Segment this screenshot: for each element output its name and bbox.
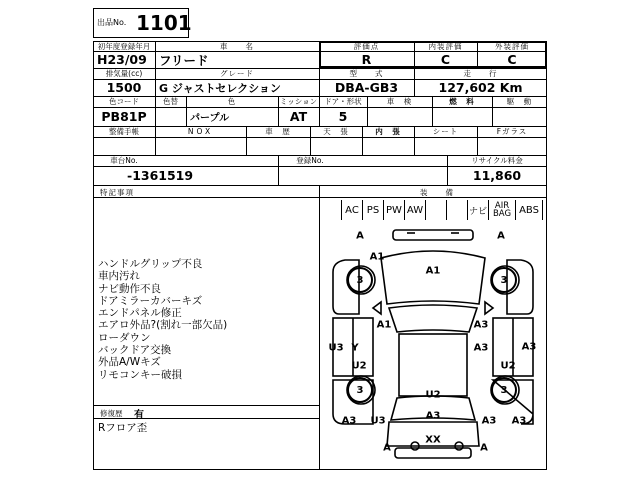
header-registration-number: 登録No. bbox=[296, 156, 324, 165]
header-interior-grade: 内装評価 bbox=[428, 41, 463, 51]
tire-tread-rear-left: 3 bbox=[347, 377, 373, 403]
damage-mark: A bbox=[480, 442, 488, 454]
header-windshield: Fガラス bbox=[496, 127, 528, 136]
first-registration: H23/09 bbox=[97, 52, 147, 67]
note-line: リモコンキー破損 bbox=[98, 368, 182, 381]
header-inner-lining: 内 張 bbox=[375, 127, 401, 136]
header-car-history: 車 歴 bbox=[265, 127, 291, 136]
header-nox: NOX bbox=[187, 127, 214, 136]
damage-mark: A3 bbox=[425, 410, 441, 422]
header-first-registration: 初年度登録年月 bbox=[97, 41, 151, 51]
note-line: ナビ動作不良 bbox=[98, 282, 161, 295]
exterior-grade: C bbox=[507, 52, 517, 67]
header-chassis-number: 車台No. bbox=[110, 156, 138, 165]
header-mileage: 走 行 bbox=[463, 69, 498, 78]
header-maintenance-book: 整備手帳 bbox=[109, 127, 139, 136]
damage-mark: A3 bbox=[511, 415, 527, 427]
damage-mark: A3 bbox=[481, 415, 497, 427]
doors: 5 bbox=[338, 109, 348, 124]
note-line: ローダウン bbox=[98, 331, 151, 344]
repair-detail: Rフロア歪 bbox=[98, 422, 148, 434]
damage-mark: A bbox=[497, 230, 505, 242]
equipment-pw: PW bbox=[383, 200, 404, 220]
note-line: バックドア交換 bbox=[98, 344, 172, 357]
note-line: 外品A/Wキズ bbox=[98, 356, 161, 369]
tire-tread-front-right: 3 bbox=[491, 267, 517, 293]
note-line: ハンドルグリップ不良 bbox=[98, 258, 203, 270]
damage-mark: Y bbox=[351, 342, 359, 354]
note-line: エアロ外品?(割れ一部欠品) bbox=[98, 319, 228, 332]
equipment-ac: AC bbox=[341, 200, 362, 220]
damage-mark: U3 bbox=[328, 342, 344, 354]
lot-number-label: 出品No. bbox=[97, 18, 127, 27]
mission: AT bbox=[289, 109, 308, 124]
header-grade: グレード bbox=[220, 69, 254, 78]
car-name: フリード bbox=[159, 52, 209, 68]
note-line: エンドパネル修正 bbox=[98, 307, 182, 320]
note-line: ドアミラーカバーキズ bbox=[98, 294, 203, 307]
header-displacement: 排気量(cc) bbox=[105, 69, 143, 78]
damage-mark: A3 bbox=[473, 342, 489, 354]
damage-mark: A1 bbox=[376, 319, 392, 331]
header-inspection: 車 検 bbox=[386, 97, 413, 106]
damage-mark: XX bbox=[425, 434, 441, 446]
mileage: 127,602 Km bbox=[438, 80, 523, 95]
color-code: PB81P bbox=[101, 109, 147, 124]
header-drive: 駆 動 bbox=[506, 97, 533, 106]
header-score: 評価点 bbox=[353, 41, 380, 51]
damage-mark: U2 bbox=[351, 360, 367, 372]
repair-history-label: 修復歴 bbox=[100, 409, 123, 418]
damage-mark: A3 bbox=[521, 341, 537, 353]
header-seat: シート bbox=[432, 127, 459, 136]
chassis-number: -1361519 bbox=[127, 168, 194, 183]
damage-mark: A bbox=[383, 442, 391, 454]
equipment-ps: PS bbox=[362, 200, 383, 220]
header-doors: ドア・形状 bbox=[324, 97, 362, 106]
header-car-name: 車 名 bbox=[220, 41, 254, 51]
recycle-fee: 11,860 bbox=[472, 168, 522, 183]
equipment-abs: ABS bbox=[515, 200, 543, 220]
damage-mark: U3 bbox=[370, 415, 386, 427]
damage-mark: A1 bbox=[425, 265, 441, 277]
damage-mark: A3 bbox=[473, 319, 489, 331]
notes-list bbox=[98, 258, 227, 381]
header-headliner: 天 張 bbox=[323, 127, 349, 136]
repair-history-value: 有 bbox=[134, 410, 144, 421]
notes-title: 特記事項 bbox=[100, 188, 134, 197]
score: R bbox=[361, 52, 372, 67]
displacement: 1500 bbox=[106, 80, 142, 95]
tire-tread-front-left: 3 bbox=[347, 267, 373, 293]
damage-mark: U2 bbox=[500, 360, 516, 372]
grade: G ジャストセレクション bbox=[159, 81, 281, 95]
color: パープル bbox=[190, 113, 230, 124]
damage-mark: A3 bbox=[341, 415, 357, 427]
header-mission: ミッション bbox=[279, 97, 318, 106]
header-color-change: 色替 bbox=[163, 97, 178, 106]
equipment-navi: ナビ bbox=[467, 200, 488, 220]
note-line: 車内汚れ bbox=[98, 270, 140, 283]
header-exterior-grade: 外装評価 bbox=[495, 41, 529, 51]
equipment-title: 装 備 bbox=[420, 188, 454, 197]
header-color: 色 bbox=[227, 97, 237, 106]
equipment-aw: AW bbox=[404, 200, 425, 220]
damage-mark: A bbox=[356, 230, 364, 242]
damage-mark: U2 bbox=[425, 389, 441, 401]
lot-number: 1101 bbox=[136, 11, 192, 35]
tire-tread-rear-right: 3 bbox=[491, 377, 517, 403]
interior-grade: C bbox=[440, 52, 451, 67]
damage-mark: A1 bbox=[369, 251, 385, 263]
equipment-blank-1 bbox=[425, 200, 446, 220]
header-model: 型 式 bbox=[349, 69, 384, 78]
model-code: DBA-GB3 bbox=[334, 80, 399, 95]
header-color-code: 色コード bbox=[109, 97, 139, 106]
header-fuel: 燃 料 bbox=[449, 97, 475, 106]
header-recycle-fee: リサイクル料金 bbox=[471, 156, 523, 165]
equipment-blank-2 bbox=[446, 200, 467, 220]
equipment-airbag: AIR BAG bbox=[488, 200, 515, 220]
